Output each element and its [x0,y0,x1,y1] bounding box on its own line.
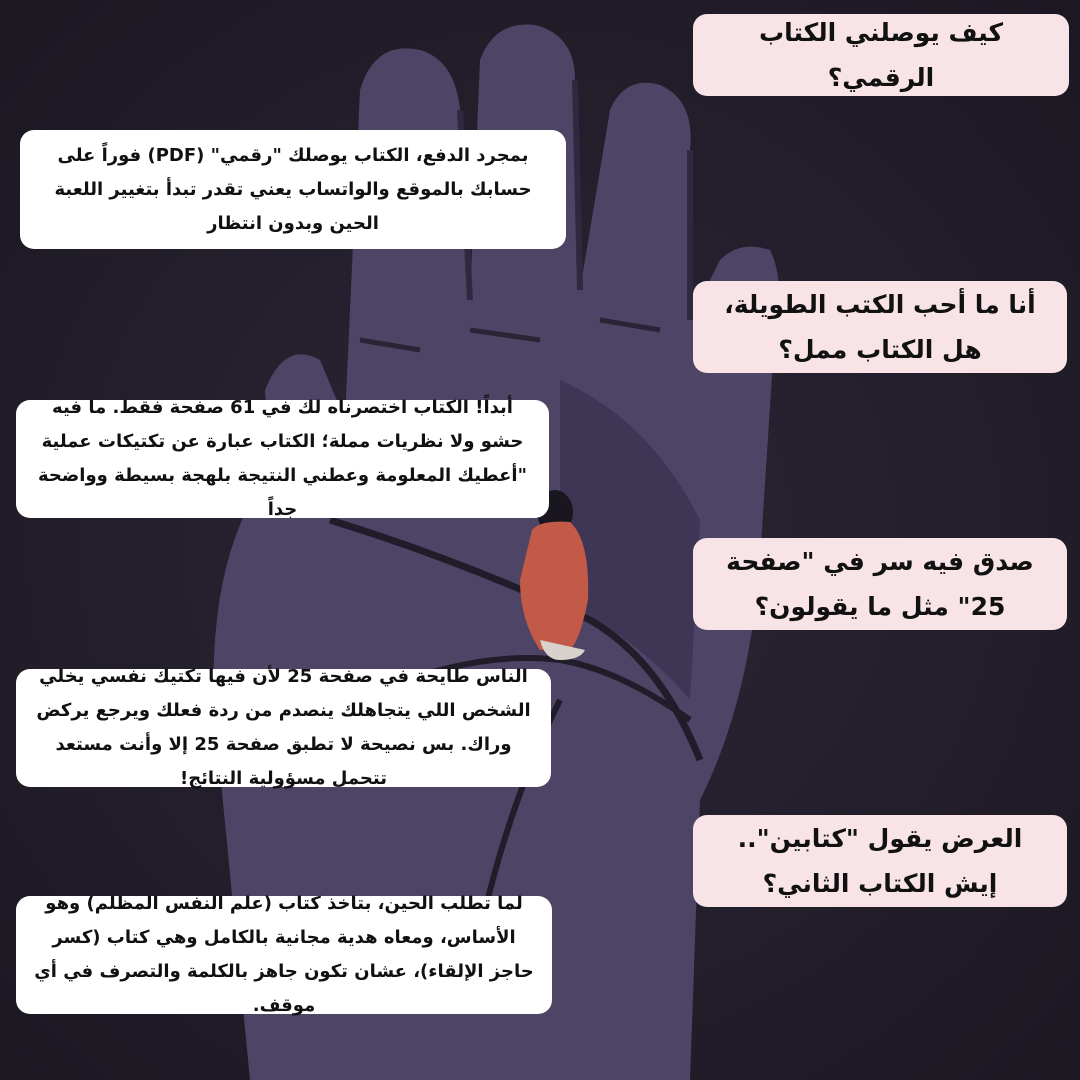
answer-1: بمجرد الدفع، الكتاب يوصلك "رقمي" (PDF) فوراً على حسابك بالموقع والواتساب يعني تقدر تبدأ بتغيير اللعبة الحين وبدون انتظار [20,130,566,249]
question-1: كيف يوصلني الكتاب الرقمي؟ [693,14,1069,96]
answer-2: أبداً! الكتاب اختصرناه لك في 61 صفحة فقط. ما فيه حشو ولا نظريات مملة؛ الكتاب عبارة عن تكتيكات عملية "أعطيك المعلومة وعطني النتيجة بلهجة بسيطة وواضحة جداً [16,400,549,518]
question-2: أنا ما أحب الكتب الطويلة، هل الكتاب ممل؟ [693,281,1067,373]
answer-3: الناس طايحة في صفحة 25 لأن فيها تكتيك نفسي يخلي الشخص اللي يتجاهلك ينصدم من ردة فعلك ويرجع يركض وراك. بس نصيحة لا تطبق صفحة 25 إلا وأنت مستعد تتحمل مسؤولية النتائج! [16,669,551,787]
question-4: العرض يقول "كتابين".. إيش الكتاب الثاني؟ [693,815,1067,907]
question-3: صدق فيه سر في "صفحة 25" مثل ما يقولون؟ [693,538,1067,630]
answer-4: لما تطلب الحين، بتاخذ كتاب (علم النفس المظلم) وهو الأساس، ومعاه هدية مجانية بالكامل وهي كتاب (كسر حاجز الإلقاء)، عشان تكون جاهز بالكلمة والتصرف في أي موقف. [16,896,552,1014]
